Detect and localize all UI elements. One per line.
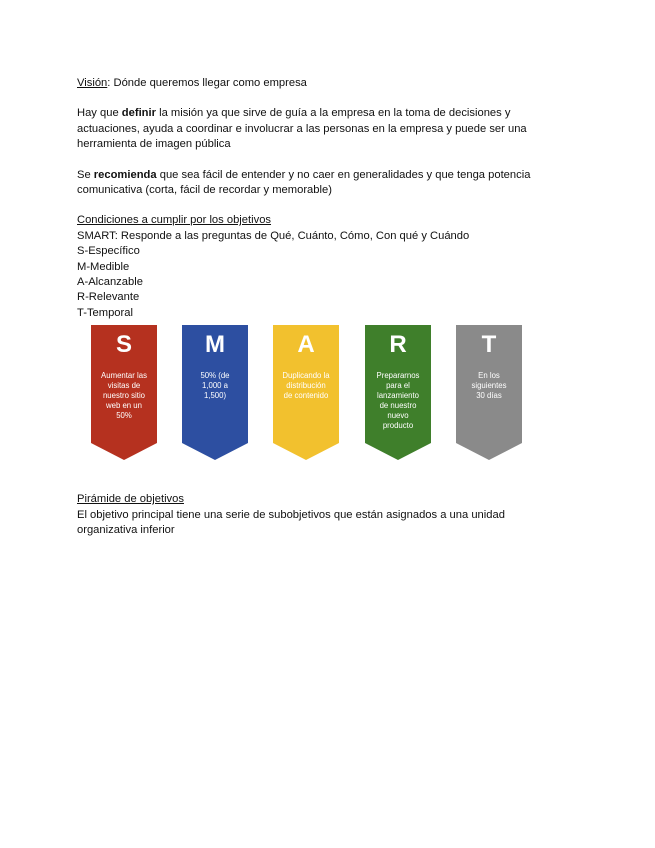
smart-card-description-line: Prepararnos (376, 371, 420, 381)
vision-text: : Dónde queremos llegar como empresa (107, 77, 307, 89)
smart-card-description-line: 30 días (476, 391, 502, 401)
smart-card-m (182, 325, 248, 460)
smart-card-description-line: de contenido (283, 391, 329, 401)
mission-line3: herramienta de imagen pública (77, 138, 231, 151)
smart-card-description-line: 50% (de (200, 371, 230, 381)
smart-card-description-line: siguientes (471, 381, 507, 391)
smart-card-t (456, 325, 522, 460)
vision-label: Visión (77, 77, 108, 89)
vision-paragraph (77, 76, 577, 91)
mission-paragraph (77, 106, 577, 152)
smart-card-r (365, 325, 431, 460)
smart-card-description-line: En los (478, 371, 500, 381)
smart-card-description (276, 371, 336, 401)
mission-line2: actuaciones, ayuda a coordinar e involucrar a las personas en la empresa y puede ser una (77, 122, 527, 135)
smart-card-s (91, 325, 157, 460)
smart-card-description-line: visitas de (107, 381, 141, 391)
smart-card-letter: R (389, 331, 407, 359)
smart-card-description-line: 1,500) (203, 391, 227, 401)
smart-card-description-line: Duplicando la (282, 371, 330, 381)
smart-graphic (77, 325, 517, 460)
smart-card-description-line: producto (382, 421, 414, 431)
smart-card-description-line: nuestro sitio (102, 391, 146, 401)
pyramid-line2: organizativa inferior (77, 524, 175, 537)
recommend-line1: que sea fácil de entender y no caer en generalidades y que tenga potencia (156, 168, 531, 181)
smart-card-description-line: de nuestro (379, 401, 417, 411)
smart-item-t: T-Temporal (77, 306, 133, 319)
smart-card-description-line: lanzamiento (376, 391, 420, 401)
smart-card-description (94, 371, 154, 421)
smart-card-description-line: distribución (286, 381, 326, 391)
mission-bold: definir (121, 107, 156, 120)
smart-card-description-line: nuevo (387, 411, 409, 421)
mission-pre: Hay que (77, 107, 122, 120)
smart-card-description-line: 1,000 a (201, 381, 228, 391)
recommend-pre: Se (77, 168, 94, 181)
conditions-heading: Condiciones a cumplir por los objetivos (77, 214, 272, 227)
smart-card-description (185, 371, 245, 401)
smart-card-letter: T (481, 331, 497, 359)
smart-card-description-line: web en un (106, 401, 142, 411)
smart-card-description (459, 371, 519, 401)
smart-item-m: M-Medible (77, 260, 130, 273)
smart-item-r: R-Relevante (77, 291, 140, 304)
recommend-paragraph (77, 168, 577, 199)
smart-card-letter: S (115, 331, 132, 359)
smart-item-s: S-Específico (77, 245, 140, 258)
smart-card-description-line: 50% (116, 411, 132, 421)
recommend-bold: recomienda (93, 168, 157, 181)
smart-card-description (368, 371, 428, 431)
document-body (77, 76, 577, 539)
pyramid-heading: Pirámide de objetivos (77, 493, 184, 506)
smart-card-description-line: para el (386, 381, 410, 391)
recommend-line2: comunicativa (corta, fácil de recordar y memorable) (77, 184, 332, 197)
smart-card-letter: M (205, 331, 225, 359)
smart-line: SMART: Responde a las preguntas de Qué, Cuánto, Cómo, Con qué y Cuándo (77, 229, 470, 242)
smart-item-a: A-Alcanzable (77, 276, 143, 289)
mission-line1: la misión ya que sirve de guía a la empresa en la toma de decisiones y (155, 107, 511, 120)
smart-card-description-line: Aumentar las (101, 371, 147, 381)
smart-card-letter: A (297, 331, 315, 359)
smart-card-a (273, 325, 339, 460)
pyramid-line1: El objetivo principal tiene una serie de subobjetivos que están asignados a una unidad (77, 508, 505, 521)
